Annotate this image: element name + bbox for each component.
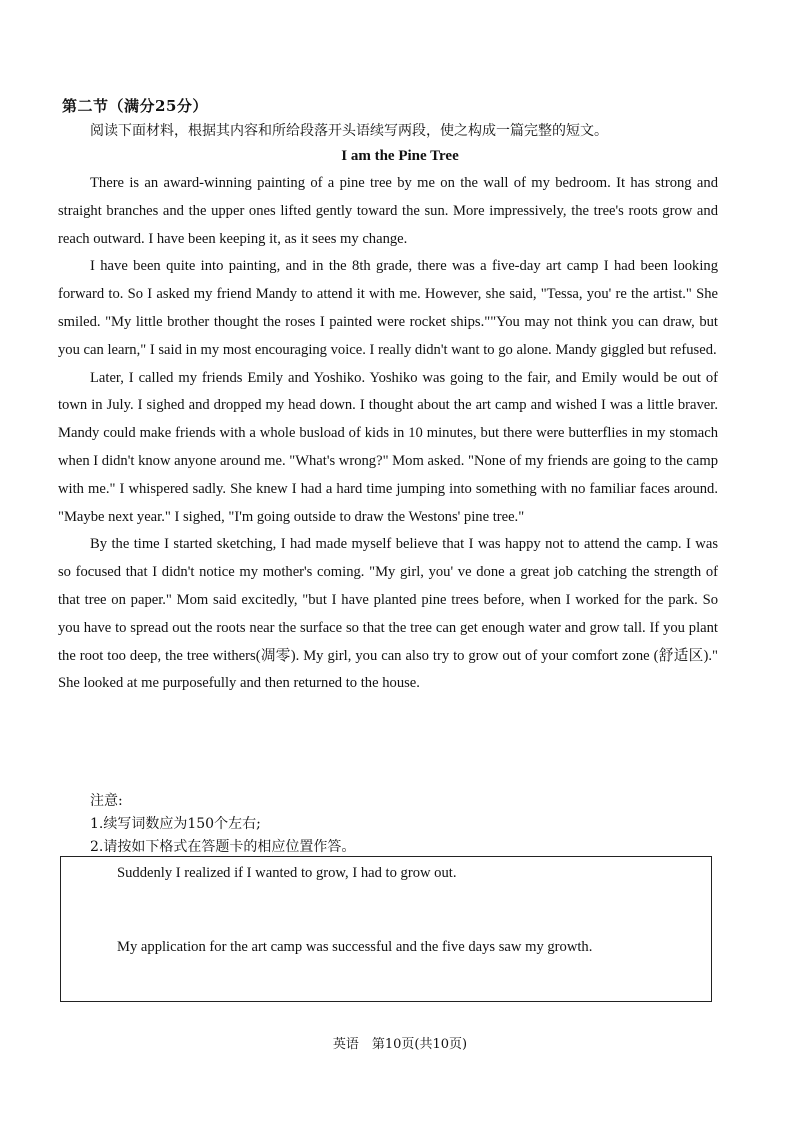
section-heading: 第二节（满分25分） (62, 97, 208, 115)
story-title: I am the Pine Tree (341, 148, 459, 164)
story-paragraph-3: Later, I called my friends Emily and Yoshiko. Yoshiko was going to the fair, and Emily would be out of town in July. I sighed and dropped my head down. I thought about the art camp and wished I was a little braver. Mandy could make friends with a whole busload of kids in 10 minutes, but there were butterflies in my stomach when I didn't know anyone around me. "What's wrong?" Mom asked. "None of my friends are going to the camp with me." I whispered sadly. She knew I had a hard time jumping into something with no familiar faces around. "Maybe next year." I sighed, "I'm going outside to draw the Westons' pine tree." (58, 369, 718, 525)
note-item-2: 2.请按如下格式在答题卡的相应位置作答。 (90, 839, 356, 855)
continuation-prompt-1: Suddenly I realized if I wanted to grow, I had to grow out. (117, 865, 457, 881)
continuation-prompt-2: My application for the art camp was successful and the five days saw my growth. (117, 939, 593, 955)
note-item-1: 1.续写词数应为150个左右; (90, 816, 261, 832)
instruction-text: 阅读下面材料，根据其内容和所给段落开头语续写两段，使之构成一篇完整的短文。 (90, 123, 608, 139)
notes-label: 注意: (90, 793, 123, 809)
story-body (58, 170, 718, 698)
answer-box (60, 856, 712, 1002)
story-paragraph-2: I have been quite into painting, and in the 8th grade, there was a five-day art camp I had been looking forward to. So I asked my friend Mandy to attend it with me. However, she said, "Tessa, you' re the artist." She smiled. "My little brother thought the roses I painted were rocket ships.""You may not think you can draw, but you can learn," I said in my most encouraging voice. I really didn't want to go alone. Mandy giggled but refused. (58, 258, 718, 358)
story-paragraph-4: By the time I started sketching, I had made myself believe that I was happy not to attend the camp. I was so focused that I didn't notice my mother's coming. "My girl, you' ve done a great job catching the strength of that tree on paper." Mom said excitedly, "but I have planted pine trees before, when I worked for the park. So you have to spread out the roots near the surface so that the tree can get enough water and grow tall. If you plant the root too deep, the tree withers(凋零). My girl, you can also try to grow out of your comfort zone (舒适区)." She looked at me purposefully and then returned to the house. (58, 536, 718, 692)
story-paragraph-1: There is an award-winning painting of a pine tree by me on the wall of my bedroom. It has strong and straight branches and the upper ones lifted gently toward the sun. More impressively, the tree's roots grow and reach outward. I have been keeping it, as it sees my change. (58, 175, 718, 247)
page-footer: 英语 第10页(共10页) (332, 1037, 468, 1052)
notes-section (90, 790, 355, 859)
